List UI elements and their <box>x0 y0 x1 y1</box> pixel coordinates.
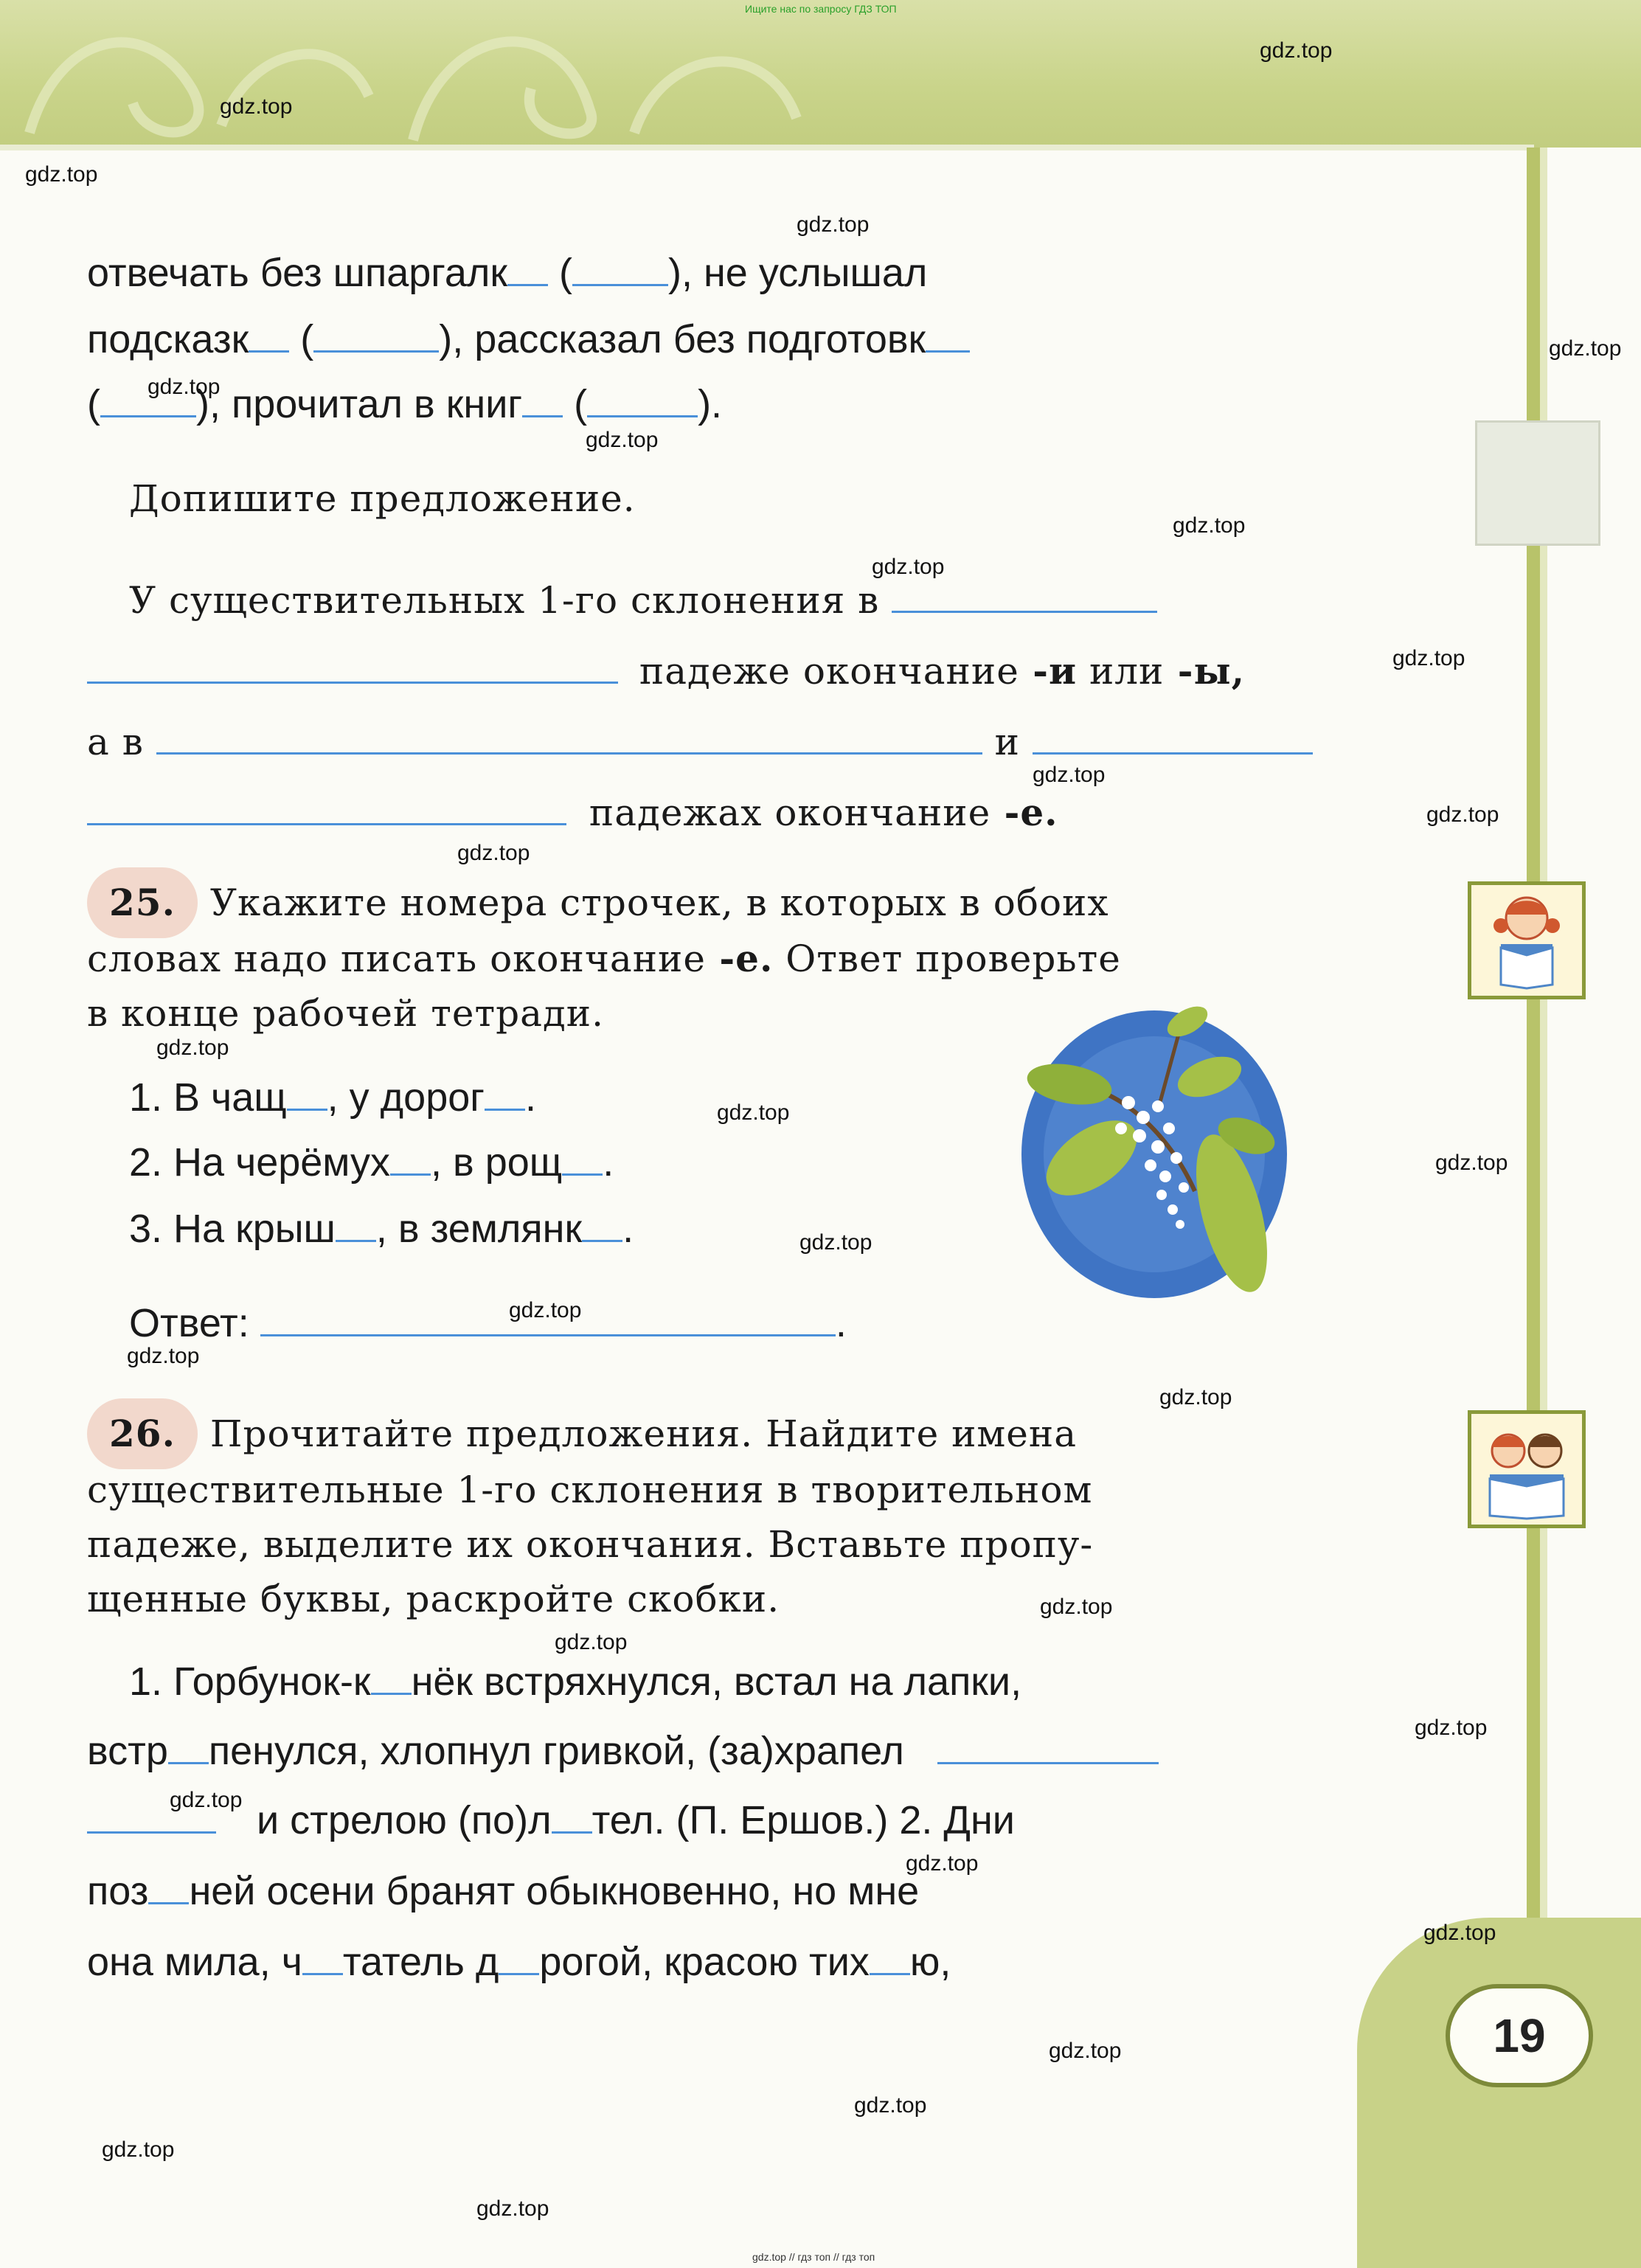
blank[interactable] <box>485 1101 525 1111</box>
answer-label: Ответ: <box>129 1301 249 1345</box>
text: ( <box>563 382 588 426</box>
text: ( <box>547 251 572 295</box>
text: подсказк <box>87 317 249 361</box>
blank[interactable] <box>499 1966 539 1975</box>
text: Ответ проверьте <box>773 937 1121 980</box>
watermark-label: gdz.top <box>1159 1385 1232 1409</box>
text: 1. Горбунок-к <box>129 1660 371 1704</box>
ending-i: -и <box>1019 649 1078 693</box>
reading-children-icon <box>1468 1410 1586 1528</box>
task-25-item-3 <box>129 1193 634 1264</box>
complete-sentence-heading: Допишите предложение. <box>129 477 636 520</box>
bottom-watermark: gdz.top // гдз топ // гдз топ <box>752 2251 875 2263</box>
text: . <box>622 1207 634 1251</box>
text: тел. (П. Ершов.) 2. Дни <box>591 1798 1015 1842</box>
text: 3. На крыш <box>129 1207 336 1251</box>
blank[interactable] <box>87 816 566 825</box>
text: падежах окончание <box>589 791 991 834</box>
bird-cherry-illustration <box>1010 999 1298 1309</box>
blank[interactable] <box>937 1755 1159 1764</box>
watermark-label: gdz.top <box>170 1788 243 1812</box>
page-number: 19 <box>1446 1984 1593 2087</box>
watermark-label: gdz.top <box>148 375 221 399</box>
text: встр <box>87 1729 168 1773</box>
task-26-text-line-5 <box>87 1927 951 1997</box>
blank[interactable] <box>507 277 548 286</box>
blank[interactable] <box>249 343 289 353</box>
top-watermark: Ищите нас по запросу ГДЗ ТОП <box>745 3 897 15</box>
watermark-label: gdz.top <box>220 94 293 119</box>
ending-e: -е. <box>705 937 774 980</box>
text: поз <box>87 1869 149 1913</box>
task-26-text-line-1 <box>129 1646 1021 1717</box>
text: Укажите номера строчек, в которых в обоих <box>209 881 1109 924</box>
text: и <box>994 721 1020 763</box>
task-25-line-3: в конце рабочей тетради. <box>87 992 604 1035</box>
text: ). <box>698 382 723 426</box>
task-26-text-line-2 <box>87 1716 1159 1786</box>
watermark-label: gdz.top <box>509 1298 582 1322</box>
blank[interactable] <box>1033 745 1313 755</box>
reading-girl-icon <box>1468 881 1586 999</box>
watermark-label: gdz.top <box>717 1100 790 1125</box>
text: и стрелою (по)л <box>257 1798 552 1842</box>
text: ), не услышал <box>667 251 928 295</box>
watermark-label: gdz.top <box>1392 646 1465 670</box>
text: ), прочитал в книг <box>195 382 523 426</box>
faded-icon-box <box>1475 420 1600 546</box>
blank[interactable] <box>336 1232 376 1242</box>
text: У существительных 1-го склонения в <box>129 579 880 622</box>
blank[interactable] <box>892 603 1157 613</box>
blank[interactable] <box>870 1966 910 1975</box>
watermark-label: gdz.top <box>1549 336 1622 361</box>
blank[interactable] <box>562 1166 603 1176</box>
task-26-line-3: падеже, выделите их окончания. Вставьте пропу- <box>87 1523 1094 1566</box>
watermark-label: gdz.top <box>797 212 870 237</box>
task-25-answer: Ответ: . <box>129 1301 847 1345</box>
watermark-label: gdz.top <box>1173 513 1246 538</box>
watermark-label: gdz.top <box>799 1230 872 1255</box>
complete-sentence-line-4 <box>87 777 1058 848</box>
blank[interactable] <box>287 1101 327 1111</box>
blank[interactable] <box>148 1895 189 1904</box>
text: она мила, ч <box>87 1940 302 1984</box>
blank[interactable] <box>100 408 196 417</box>
text: словах надо писать окончание <box>87 937 706 980</box>
watermark-label: gdz.top <box>25 162 98 187</box>
text: ( <box>87 382 100 426</box>
blank[interactable] <box>168 1755 209 1764</box>
watermark-label: gdz.top <box>854 2093 927 2118</box>
watermark-label: gdz.top <box>1049 2039 1122 2063</box>
text: отвечать без шпаргалк <box>87 251 507 295</box>
task-26-line-4: щенные буквы, раскройте скобки. <box>87 1578 780 1620</box>
watermark-label: gdz.top <box>102 2137 175 2162</box>
watermark-label: gdz.top <box>1033 763 1106 787</box>
watermark-label: gdz.top <box>872 555 945 579</box>
text: 1. В чащ <box>129 1075 287 1120</box>
watermark-label: gdz.top <box>586 428 659 452</box>
complete-sentence-line-2 <box>87 636 1245 707</box>
ending-e: -е. <box>991 791 1058 834</box>
blank[interactable] <box>390 1166 431 1176</box>
text: , в рощ <box>431 1140 563 1185</box>
page-corner <box>1357 1918 1641 2268</box>
task-26-number: 26. <box>87 1398 198 1469</box>
blank[interactable] <box>926 343 970 353</box>
text: ней осени бранят обыкновенно, но мне <box>189 1869 920 1913</box>
header-edge <box>0 145 1534 150</box>
task-25-number: 25. <box>87 867 198 938</box>
blank[interactable] <box>87 674 618 684</box>
text: ( <box>289 317 314 361</box>
blank[interactable] <box>582 1232 622 1242</box>
text: пенулся, хлопнул гривкой, (за)храпел <box>208 1729 904 1773</box>
complete-sentence-line-1 <box>129 565 1157 636</box>
blank[interactable] <box>302 1966 343 1975</box>
text: нёк встряхнулся, встал на лапки, <box>411 1660 1022 1704</box>
text: а в <box>87 721 144 763</box>
watermark-label: gdz.top <box>1040 1595 1113 1619</box>
blank[interactable] <box>522 408 563 417</box>
header-ornament <box>0 0 1641 148</box>
text: падеже окончание <box>639 650 1019 693</box>
blank[interactable] <box>587 408 698 417</box>
blank[interactable] <box>552 1824 592 1834</box>
watermark-label: gdz.top <box>1260 38 1333 63</box>
watermark-label: gdz.top <box>906 1851 979 1876</box>
blank[interactable] <box>87 1824 216 1834</box>
watermark-label: gdz.top <box>555 1630 628 1654</box>
blank[interactable] <box>371 1685 412 1695</box>
task-25-item-1 <box>129 1062 536 1133</box>
watermark-label: gdz.top <box>156 1036 229 1060</box>
watermark-label: gdz.top <box>457 841 530 865</box>
task-26-text-line-4 <box>87 1856 919 1927</box>
text: Прочитайте предложения. Найдите имена <box>209 1412 1078 1455</box>
blank[interactable] <box>156 745 982 755</box>
watermark-label: gdz.top <box>1426 802 1499 827</box>
text: , у дорог <box>327 1075 485 1120</box>
continuation-line-2 <box>87 304 970 375</box>
complete-sentence-line-3 <box>87 707 1313 777</box>
text: или <box>1077 650 1165 693</box>
task-25-item-2 <box>129 1127 614 1198</box>
continuation-line-1 <box>87 237 927 308</box>
text: рогой, красою тих <box>539 1940 870 1984</box>
blank[interactable] <box>313 343 439 353</box>
blank[interactable] <box>572 277 668 286</box>
text: 2. На черёмух <box>129 1140 391 1185</box>
text: , в землянк <box>375 1207 583 1251</box>
text: ю, <box>909 1940 951 1984</box>
text: . <box>603 1140 614 1185</box>
watermark-label: gdz.top <box>1423 1921 1496 1945</box>
watermark-label: gdz.top <box>476 2196 549 2221</box>
answer-blank[interactable] <box>260 1327 836 1336</box>
text: татель д <box>342 1940 499 1984</box>
watermark-label: gdz.top <box>1435 1151 1508 1175</box>
ending-y: -ы, <box>1164 649 1246 693</box>
watermark-label: gdz.top <box>1415 1716 1488 1740</box>
task-26-line-2: существительные 1-го склонения в творительном <box>87 1468 1093 1511</box>
text: ), рассказал без подготовк <box>439 317 926 361</box>
text: . <box>524 1075 536 1120</box>
watermark-label: gdz.top <box>127 1344 200 1368</box>
